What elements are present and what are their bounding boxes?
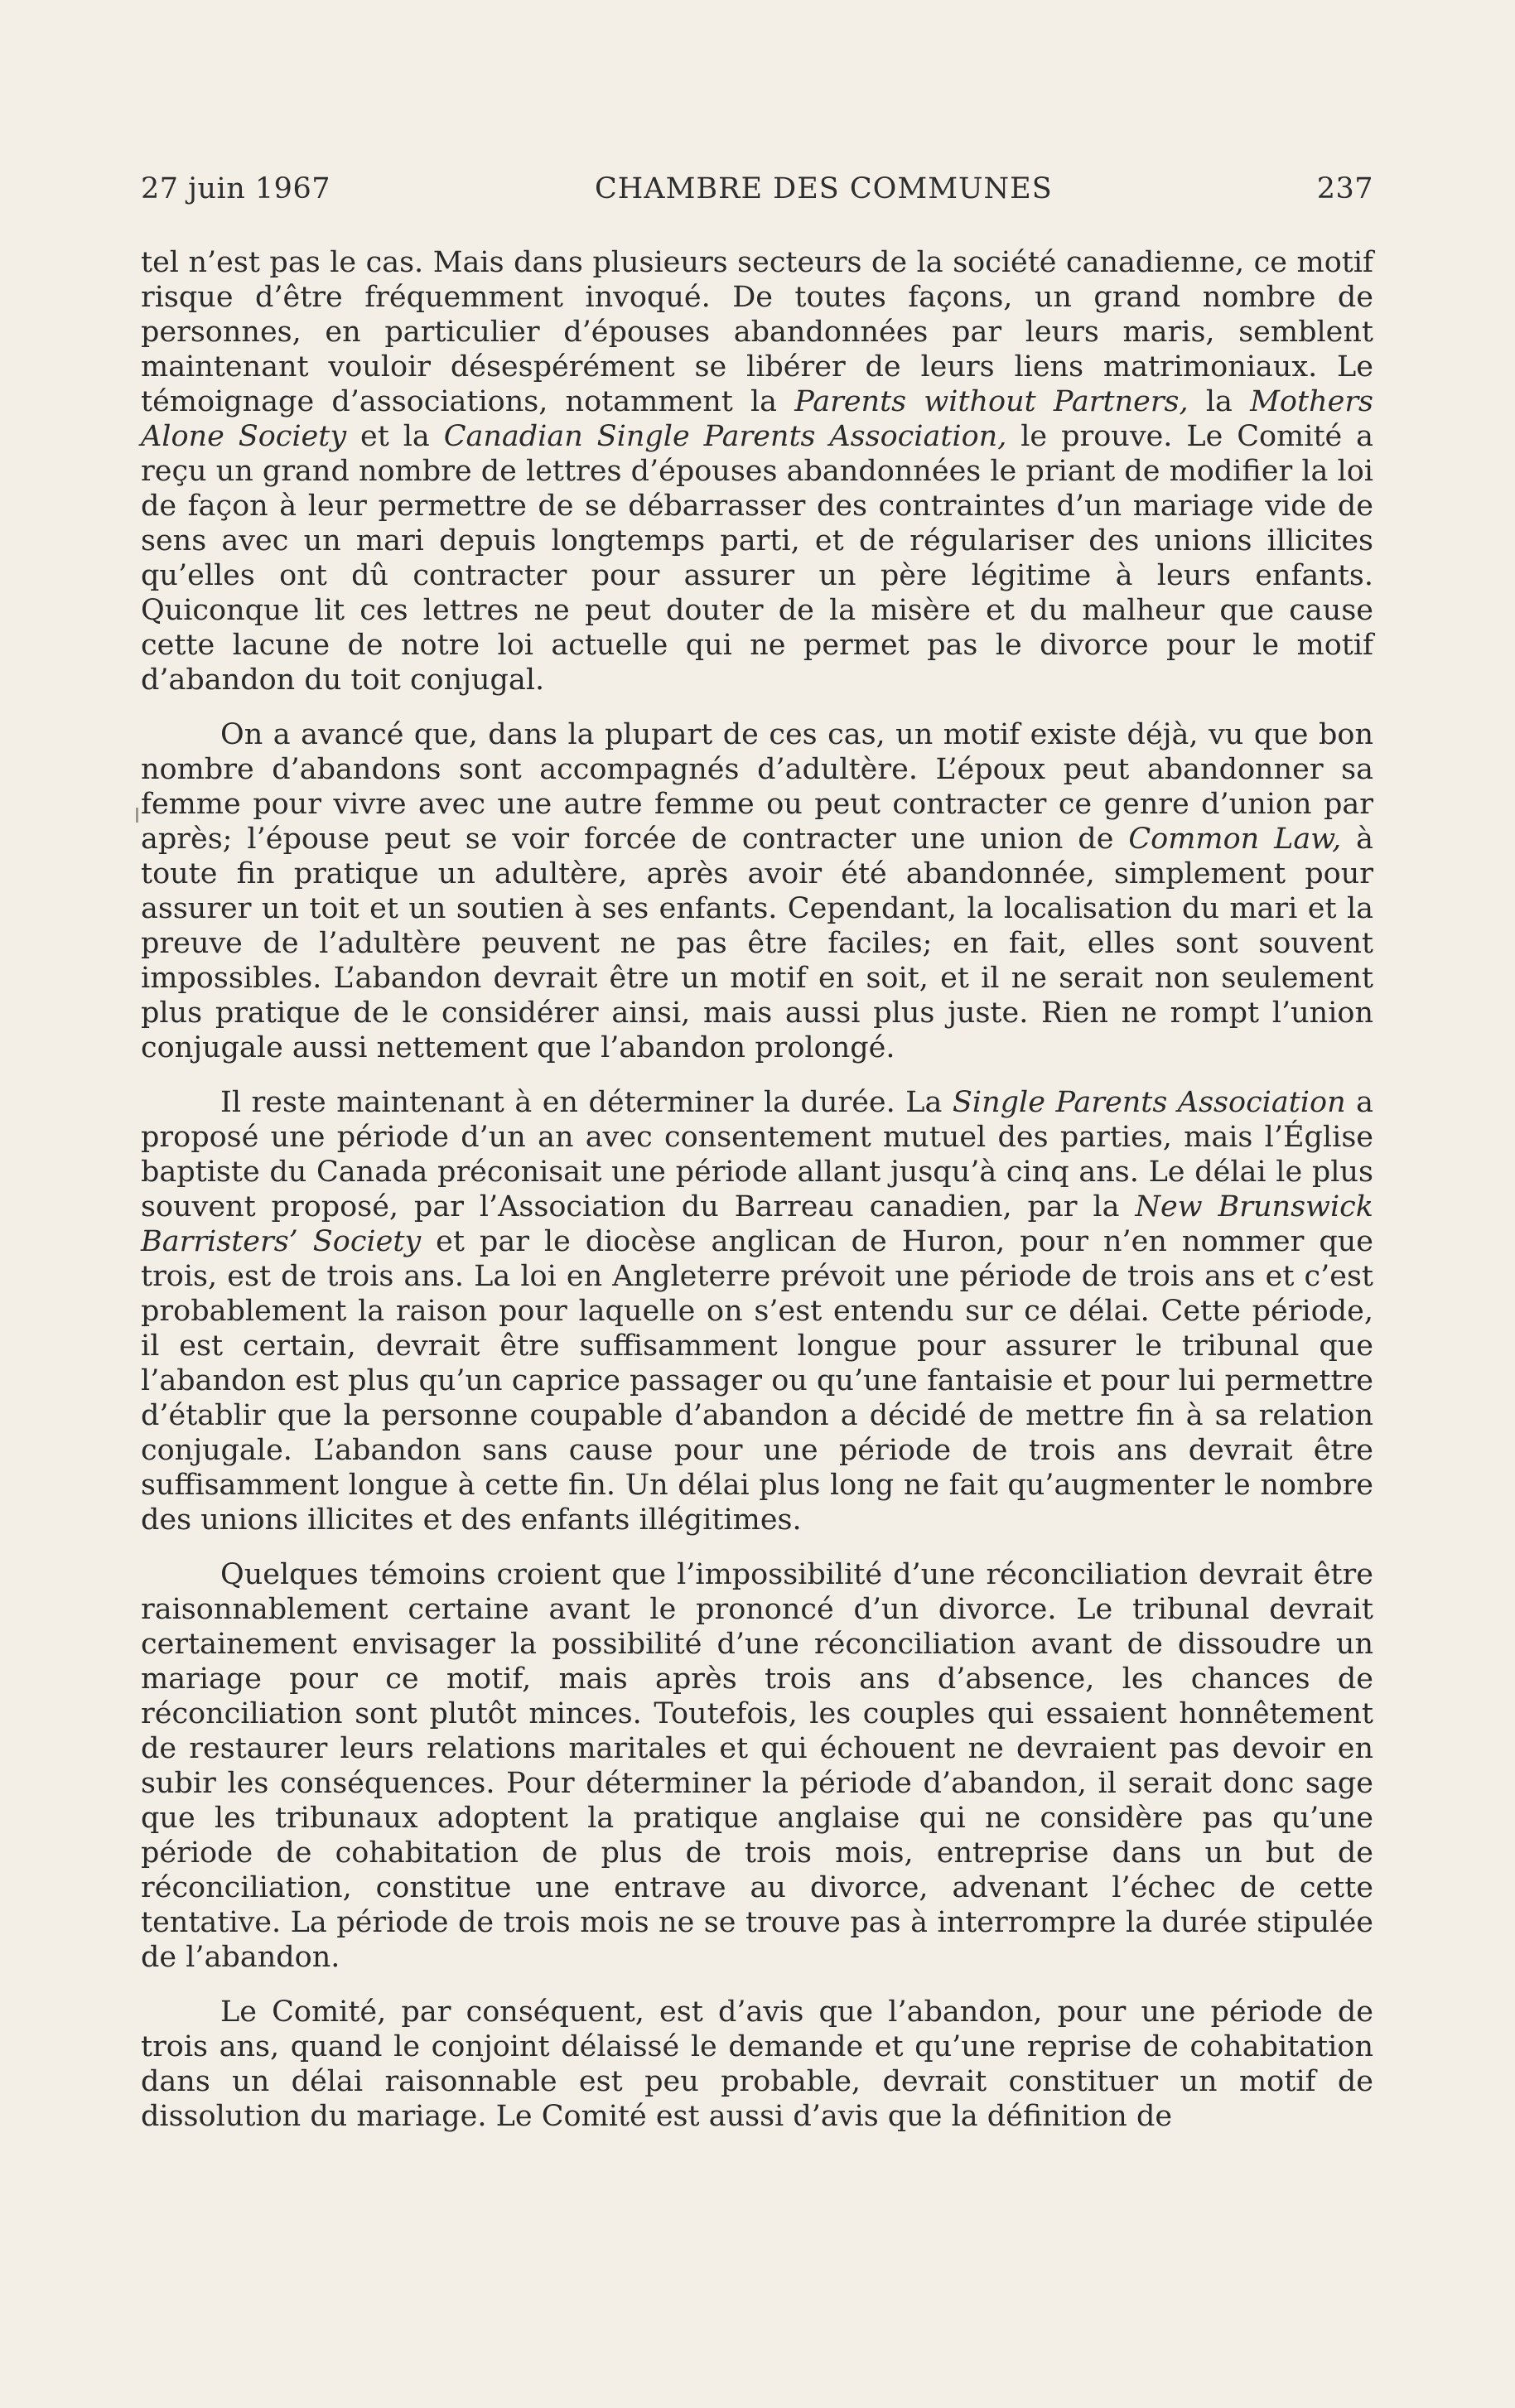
paragraph xyxy=(141,1085,1373,1537)
body-text xyxy=(141,245,1373,2134)
header-date: 27 juin 1967 xyxy=(141,172,331,205)
text-run: Il reste maintenant à en déterminer la durée. La xyxy=(220,1086,953,1119)
text-run: tel n’est pas le cas. Mais dans plusieurs secteurs de la société canadienne, ce motif risque d’être fréquemment invoqué. De toutes façons, un grand nombre de personnes, en particulier d’épouses abandonnées par leurs maris, semblent maintenant vouloir désespérément se libérer de leurs liens matrimoniaux. Le témoignage d’associations, notamment la xyxy=(141,246,1373,418)
page-number: 237 xyxy=(1316,172,1373,205)
italic-text: Common Law, xyxy=(1128,823,1342,856)
text-run: le prouve. Le Comité a reçu un grand nombre de lettres d’épouses abandonnées le priant de modifier la loi de façon à leur permettre de se débarrasser des contraintes d’un mariage vide de sens avec un mari depuis longtemps parti, et de régulariser des unions illicites qu’elles ont dû contracter pour assurer un père légitime à leurs enfants. Quiconque lit ces lettres ne peut douter de la misère et du malheur que cause cette lacune de notre loi actuelle qui ne permet pas le divorce pour le motif d’abandon du toit conjugal. xyxy=(141,420,1374,697)
italic-text: Single Parents Association xyxy=(952,1086,1346,1119)
text-run: à toute fin pratique un adultère, après avoir été abandonnée, simplement pour assurer un toit et un soutien à ses enfants. Cependant, la localisation du mari et la preuve de l’adultère peuvent ne pas être faciles; en fait, elles sont souvent impossibles. L’abandon devrait être un motif en soit, et il ne serait non seulement plus pratique de le considérer ainsi, mais aussi plus juste. Rien ne rompt l’union conjugale aussi nettement que l’abandon prolongé. xyxy=(141,823,1374,1064)
text-run: On a avancé que, dans la plupart de ces cas, un motif existe déjà, vu que bon nombre d’abandons sont accompagnés d’adultère. L’époux peut abandonner sa femme pour vivre avec une autre femme ou peut contracter ce genre d’union par après; l’épouse peut se voir forcée de contracter une union de xyxy=(141,718,1373,856)
header-title: CHAMBRE DES COMMUNES xyxy=(595,172,1053,205)
page-header xyxy=(141,172,1373,205)
paragraph xyxy=(141,1557,1373,1975)
text-run: Le Comité, par conséquent, est d’avis que l’abandon, pour une période de trois ans, quand le conjoint délaissé le demande et qu’une reprise de cohabitation dans un délai raisonnable est peu probable, devrait constituer un motif de dissolution du mariage. Le Comité est aussi d’avis que la définition de xyxy=(141,1995,1373,2133)
document-page xyxy=(141,172,1373,2154)
text-run: Quelques témoins croient que l’impossibilité d’une réconciliation devrait être raisonnablement certaine avant le prononcé d’un divorce. Le tribunal devrait certainement envisager la possibilité d’une réconciliation avant de dissoudre un mariage pour ce motif, mais après trois ans d’absence, les chances de réconciliation sont plutôt minces. Toutefois, les couples qui essaient honnêtement de restaurer leurs relations maritales et qui échouent ne devraient pas devoir en subir les conséquences. Pour déterminer la période d’abandon, il serait donc sage que les tribunaux adoptent la pratique anglaise qui ne considère pas qu’une période de cohabitation de plus de trois mois, entreprise dans un but de réconciliation, constitue une entrave au divorce, advenant l’échec de cette tentative. La période de trois mois ne se trouve pas à interrompre la durée stipulée de l’abandon. xyxy=(141,1558,1373,1974)
italic-text: Parents without Partners, xyxy=(794,385,1189,418)
text-run: la xyxy=(1188,385,1251,418)
paragraph xyxy=(141,717,1373,1065)
italic-text: Canadian Single Parents Association, xyxy=(443,420,1007,453)
italic-text: New Brunswick Barristers’ Society xyxy=(141,1190,1373,1258)
italic-text: Mothers Alone Society xyxy=(141,385,1374,453)
text-run: a proposé une période d’un an avec consentement mutuel des parties, mais l’Église baptiste du Canada préconisait une période allant jusqu’à cinq ans. Le délai le plus souvent proposé, par l’Association du Barreau canadien, par la xyxy=(141,1086,1374,1223)
text-run: et la xyxy=(346,420,444,453)
paragraph xyxy=(141,1995,1373,2134)
scan-artifact-mark xyxy=(136,808,138,823)
text-run: et par le diocèse anglican de Huron, pour n’en nommer que trois, est de trois ans. La loi en Angleterre prévoit une période de trois ans et c’est probablement la raison pour laquelle on s’est entendu sur ce délai. Cette période, il est certain, devrait être suffisamment longue pour assurer le tribunal que l’abandon est plus qu’un caprice passager ou qu’une fantaisie et pour lui permettre d’établir que la personne coupable d’abandon a décidé de mettre fin à sa relation conjugale. L’abandon sans cause pour une période de trois ans devrait être suffisamment longue à cette fin. Un délai plus long ne fait qu’augmenter le nombre des unions illicites et des enfants illégitimes. xyxy=(141,1225,1373,1537)
paragraph xyxy=(141,245,1373,697)
